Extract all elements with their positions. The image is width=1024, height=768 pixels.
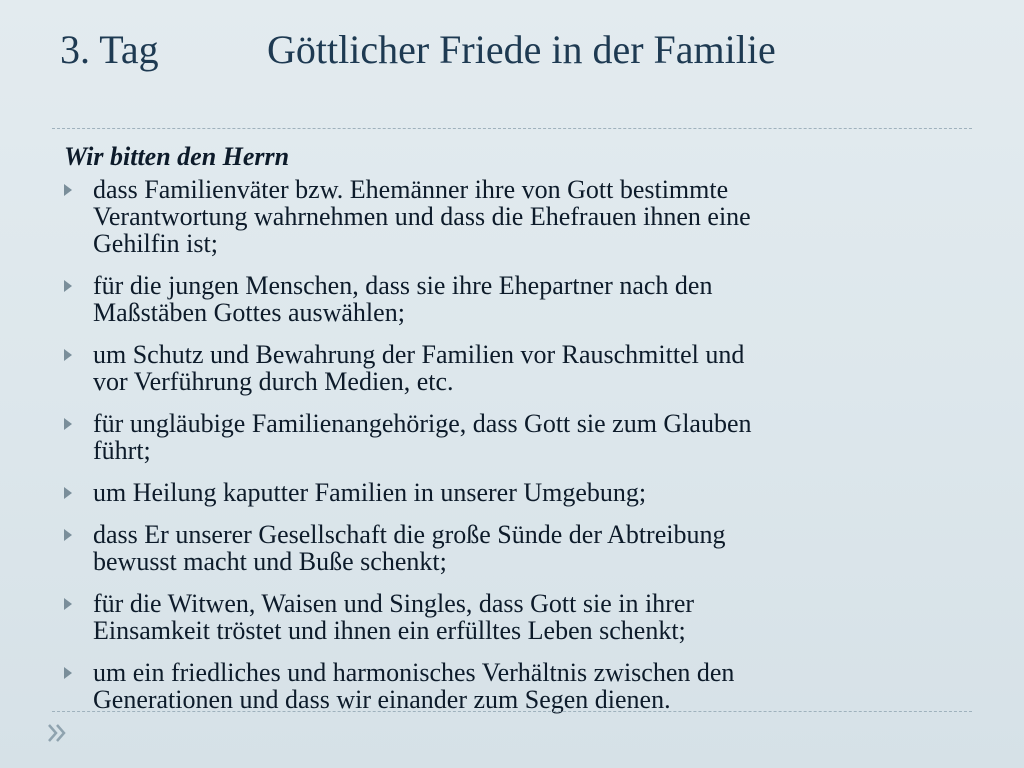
list-item-text: um ein friedliches und harmonisches Verhältnis zwischen den Generationen und dass wir einander zum Segen dienen. (93, 658, 735, 714)
list-item-text: für die jungen Menschen, dass sie ihre Ehepartner nach den Maßstäben Gottes auswählen; (93, 271, 713, 327)
list-item (64, 410, 964, 464)
triangle-right-icon (64, 418, 72, 430)
bullet-list (64, 176, 964, 713)
double-chevron-right-icon[interactable] (44, 720, 70, 746)
triangle-right-icon (64, 487, 72, 499)
list-item (64, 659, 964, 713)
list-item (64, 521, 964, 575)
list-item-text: für die Witwen, Waisen und Singles, dass Gott sie in ihrer Einsamkeit tröstet und ihnen ein erfülltes Leben schenkt; (93, 589, 695, 645)
list-item (64, 176, 964, 257)
triangle-right-icon (64, 349, 72, 361)
triangle-right-icon (64, 184, 72, 196)
triangle-right-icon (64, 280, 72, 292)
list-item-text: um Schutz und Bewahrung der Familien vor Rauschmittel und vor Verführung durch Medien, etc. (93, 340, 745, 396)
list-item (64, 479, 964, 506)
slide-content (64, 142, 964, 728)
list-item-text: um Heilung kaputter Familien in unserer Umgebung; (93, 478, 647, 507)
list-item (64, 590, 964, 644)
triangle-right-icon (64, 667, 72, 679)
triangle-right-icon (64, 529, 72, 541)
top-divider (52, 128, 972, 129)
bottom-divider (52, 711, 972, 712)
list-item-text: für ungläubige Familienangehörige, dass Gott sie zum Glauben führt; (93, 409, 752, 465)
list-item-text: dass Familienväter bzw. Ehemänner ihre von Gott bestimmte Verantwortung wahrnehmen und dass die Ehefrauen ihnen eine Gehilfin ist; (93, 175, 751, 258)
list-item (64, 272, 964, 326)
subheading: Wir bitten den Herrn (64, 142, 290, 171)
list-item (64, 341, 964, 395)
list-item-text: dass Er unserer Gesellschaft die große Sünde der Abtreibung bewusst macht und Buße schenkt; (93, 520, 726, 576)
slide-title (60, 26, 776, 74)
triangle-right-icon (64, 598, 72, 610)
title-day: 3. Tag (60, 27, 159, 72)
title-heading: Göttlicher Friede in der Familie (267, 27, 776, 72)
